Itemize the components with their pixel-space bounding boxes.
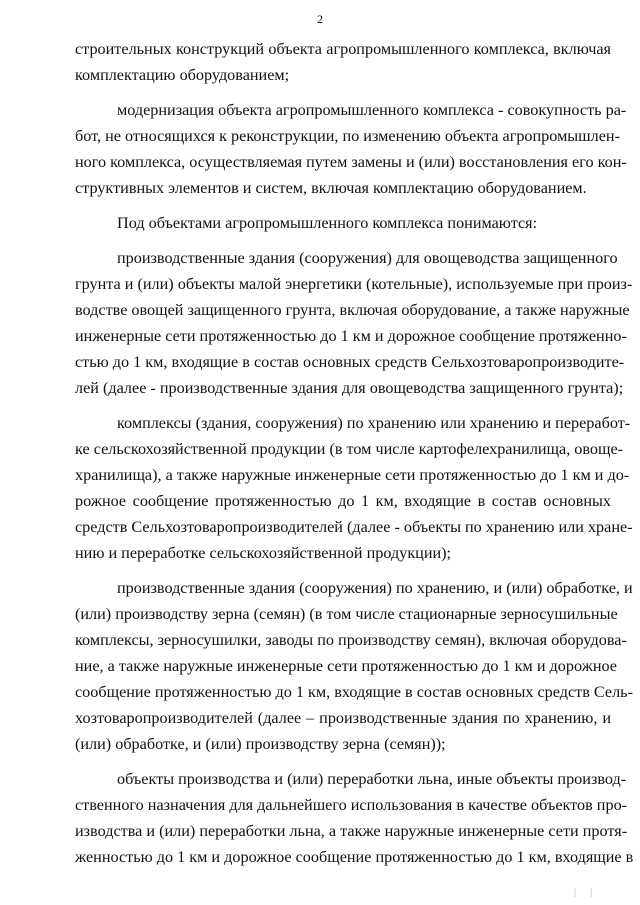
text-line: (или) производству зерна (семян) (в том числе стационарные зерносушильные [75,605,618,623]
paragraph [75,410,633,566]
text-line: водстве овощей защищенного грунта, включая оборудование, а также наружные [75,301,630,319]
text-line: производственные здания (сооружения) для овощеводства защищенного [117,249,618,267]
text-line: хранилища), а также наружные инженерные сети протяженностью до 1 км и до- [75,466,630,484]
paragraph [75,766,634,870]
corner-mark: | | [574,887,598,897]
text-line: ке сельскохозяйственной продукции (в том числе картофелехранилища, овоще- [75,440,624,458]
text-line: комплексы (здания, сооружения) по хранению или хранению и переработ- [117,414,631,432]
text-line: грунта и (или) объекты малой энергетики (котельные), используемые при произ- [75,275,633,293]
text-line: ние, а также наружные инженерные сети протяженностью до 1 км и дорожное [75,657,617,675]
paragraph [75,245,633,401]
text-line: инженерные сети протяженностью до 1 км и дорожное сообщение протяженно- [75,327,627,345]
text-line: комплексы, зерносушилки, заводы по производству семян), включая оборудова- [75,631,627,649]
text-line: ного комплекса, осуществляемая путем замены и (или) восстановления его кон- [75,153,627,171]
text-line: изводства и (или) переработки льна, а также наружные инженерные сети протя- [75,822,628,840]
paragraph [75,210,611,236]
text-line: бот, не относящихся к реконструкции, по изменению объекта агропромышлен- [75,127,620,145]
text-line: комплектацию оборудованием; [75,66,290,84]
paragraph [75,36,611,88]
text-line: рожное сообщение протяженностью до 1 км, входящие в состав основных [75,492,611,510]
page-number: 2 [317,12,323,26]
text-line: лей (далее - производственные здания для овощеводства защищенного грунта); [75,379,624,397]
text-line: нию и переработке сельскохозяйственной продукции); [75,544,452,562]
text-line: средств Сельхозтоваропроизводителей (далее - объекты по хранению или хране- [75,518,633,536]
paragraph [75,97,627,201]
text-line: Под объектами агропромышленного комплекса понимаются: [117,214,538,232]
text-line: модернизация объекта агропромышленного комплекса - совокупность ра- [117,101,627,119]
paragraph [75,575,633,757]
text-line: структивных элементов и систем, включая комплектацию оборудованием. [75,179,587,197]
document-body [75,36,634,870]
text-line: строительных конструкций объекта агропромышленного комплекса, включая [75,40,611,58]
text-line: сообщение протяженностью до 1 км, входящие в состав основных средств Сель- [75,683,633,701]
text-line: объекты производства и (или) переработки льна, иные объекты производ- [117,770,627,788]
text-line: производственные здания (сооружения) по хранению, и (или) обработке, и [117,579,633,597]
text-line: ственного назначения для дальнейшего использования в качестве объектов про- [75,796,628,814]
text-line: стью до 1 км, входящие в состав основных средств Сельхозтоваропроизводите- [75,353,625,371]
text-line: хозтоваропроизводителей (далее – производственные здания по хранению, и [75,709,611,727]
text-line: женностью до 1 км и дорожное сообщение протяженностью до 1 км, входящие в [75,848,634,866]
text-line: (или) обработке, и (или) производству зерна (семян)); [75,735,446,753]
